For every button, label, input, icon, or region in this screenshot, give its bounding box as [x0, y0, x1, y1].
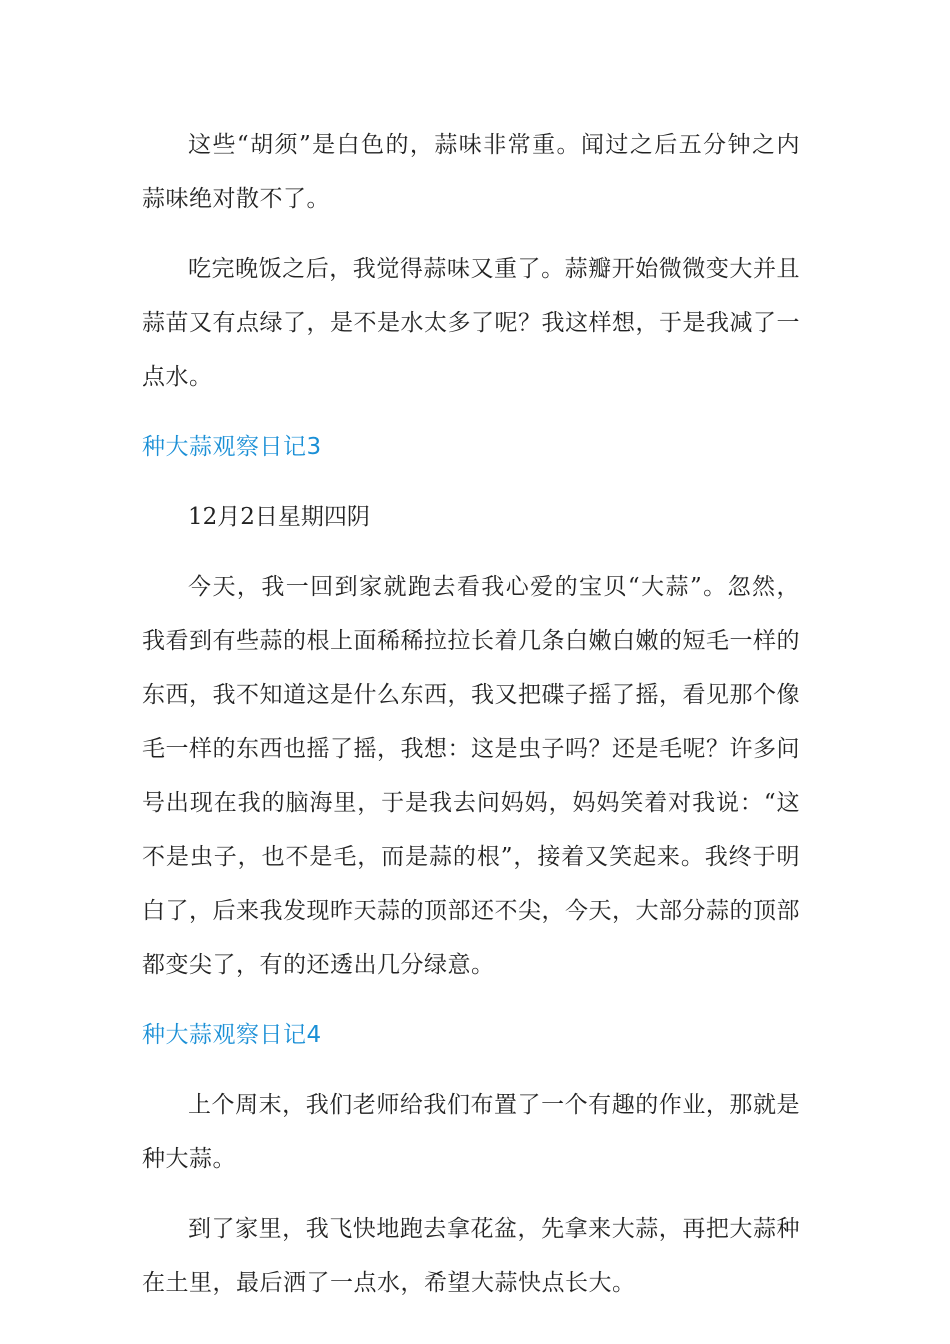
section-heading: 种大蒜观察日记3 [142, 434, 322, 460]
paragraph: 这些“胡须”是白色的，蒜味非常重。闻过之后五分钟之内蒜味绝对散不了。 [142, 132, 800, 212]
paragraph: 今天，我一回到家就跑去看我心爱的宝贝“大蒜”。忽然，我看到有些蒜的根上面稀稀拉拉长着几条白嫩白嫩的短毛一样的东西，我不知道这是什么东西，我又把碟子摇了摇，看见那个像毛一样的东西也摇了摇，我想：这是虫子吗？还是毛呢？许多问号出现在我的脑海里，于是我去问妈妈，妈妈笑着对我说：“这不是虫子，也不是毛，而是蒜的根”，接着又笑起来。我终于明白了，后来我发现昨天蒜的顶部还不尖，今天，大部分蒜的顶部都变尖了，有的还透出几分绿意。 [142, 574, 800, 978]
diary-date: 12月2日星期四阴 [188, 504, 370, 530]
paragraph: 上个周末，我们老师给我们布置了一个有趣的作业，那就是种大蒜。 [142, 1092, 800, 1172]
section-heading: 种大蒜观察日记4 [142, 1022, 322, 1048]
document-content [142, 118, 800, 1326]
paragraph: 吃完晚饭之后，我觉得蒜味又重了。蒜瓣开始微微变大并且蒜苗又有点绿了，是不是水太多了呢？我这样想，于是我减了一点水。 [142, 256, 800, 390]
paragraph: 到了家里，我飞快地跑去拿花盆，先拿来大蒜，再把大蒜种在土里，最后洒了一点水，希望大蒜快点长大。 [142, 1216, 800, 1296]
